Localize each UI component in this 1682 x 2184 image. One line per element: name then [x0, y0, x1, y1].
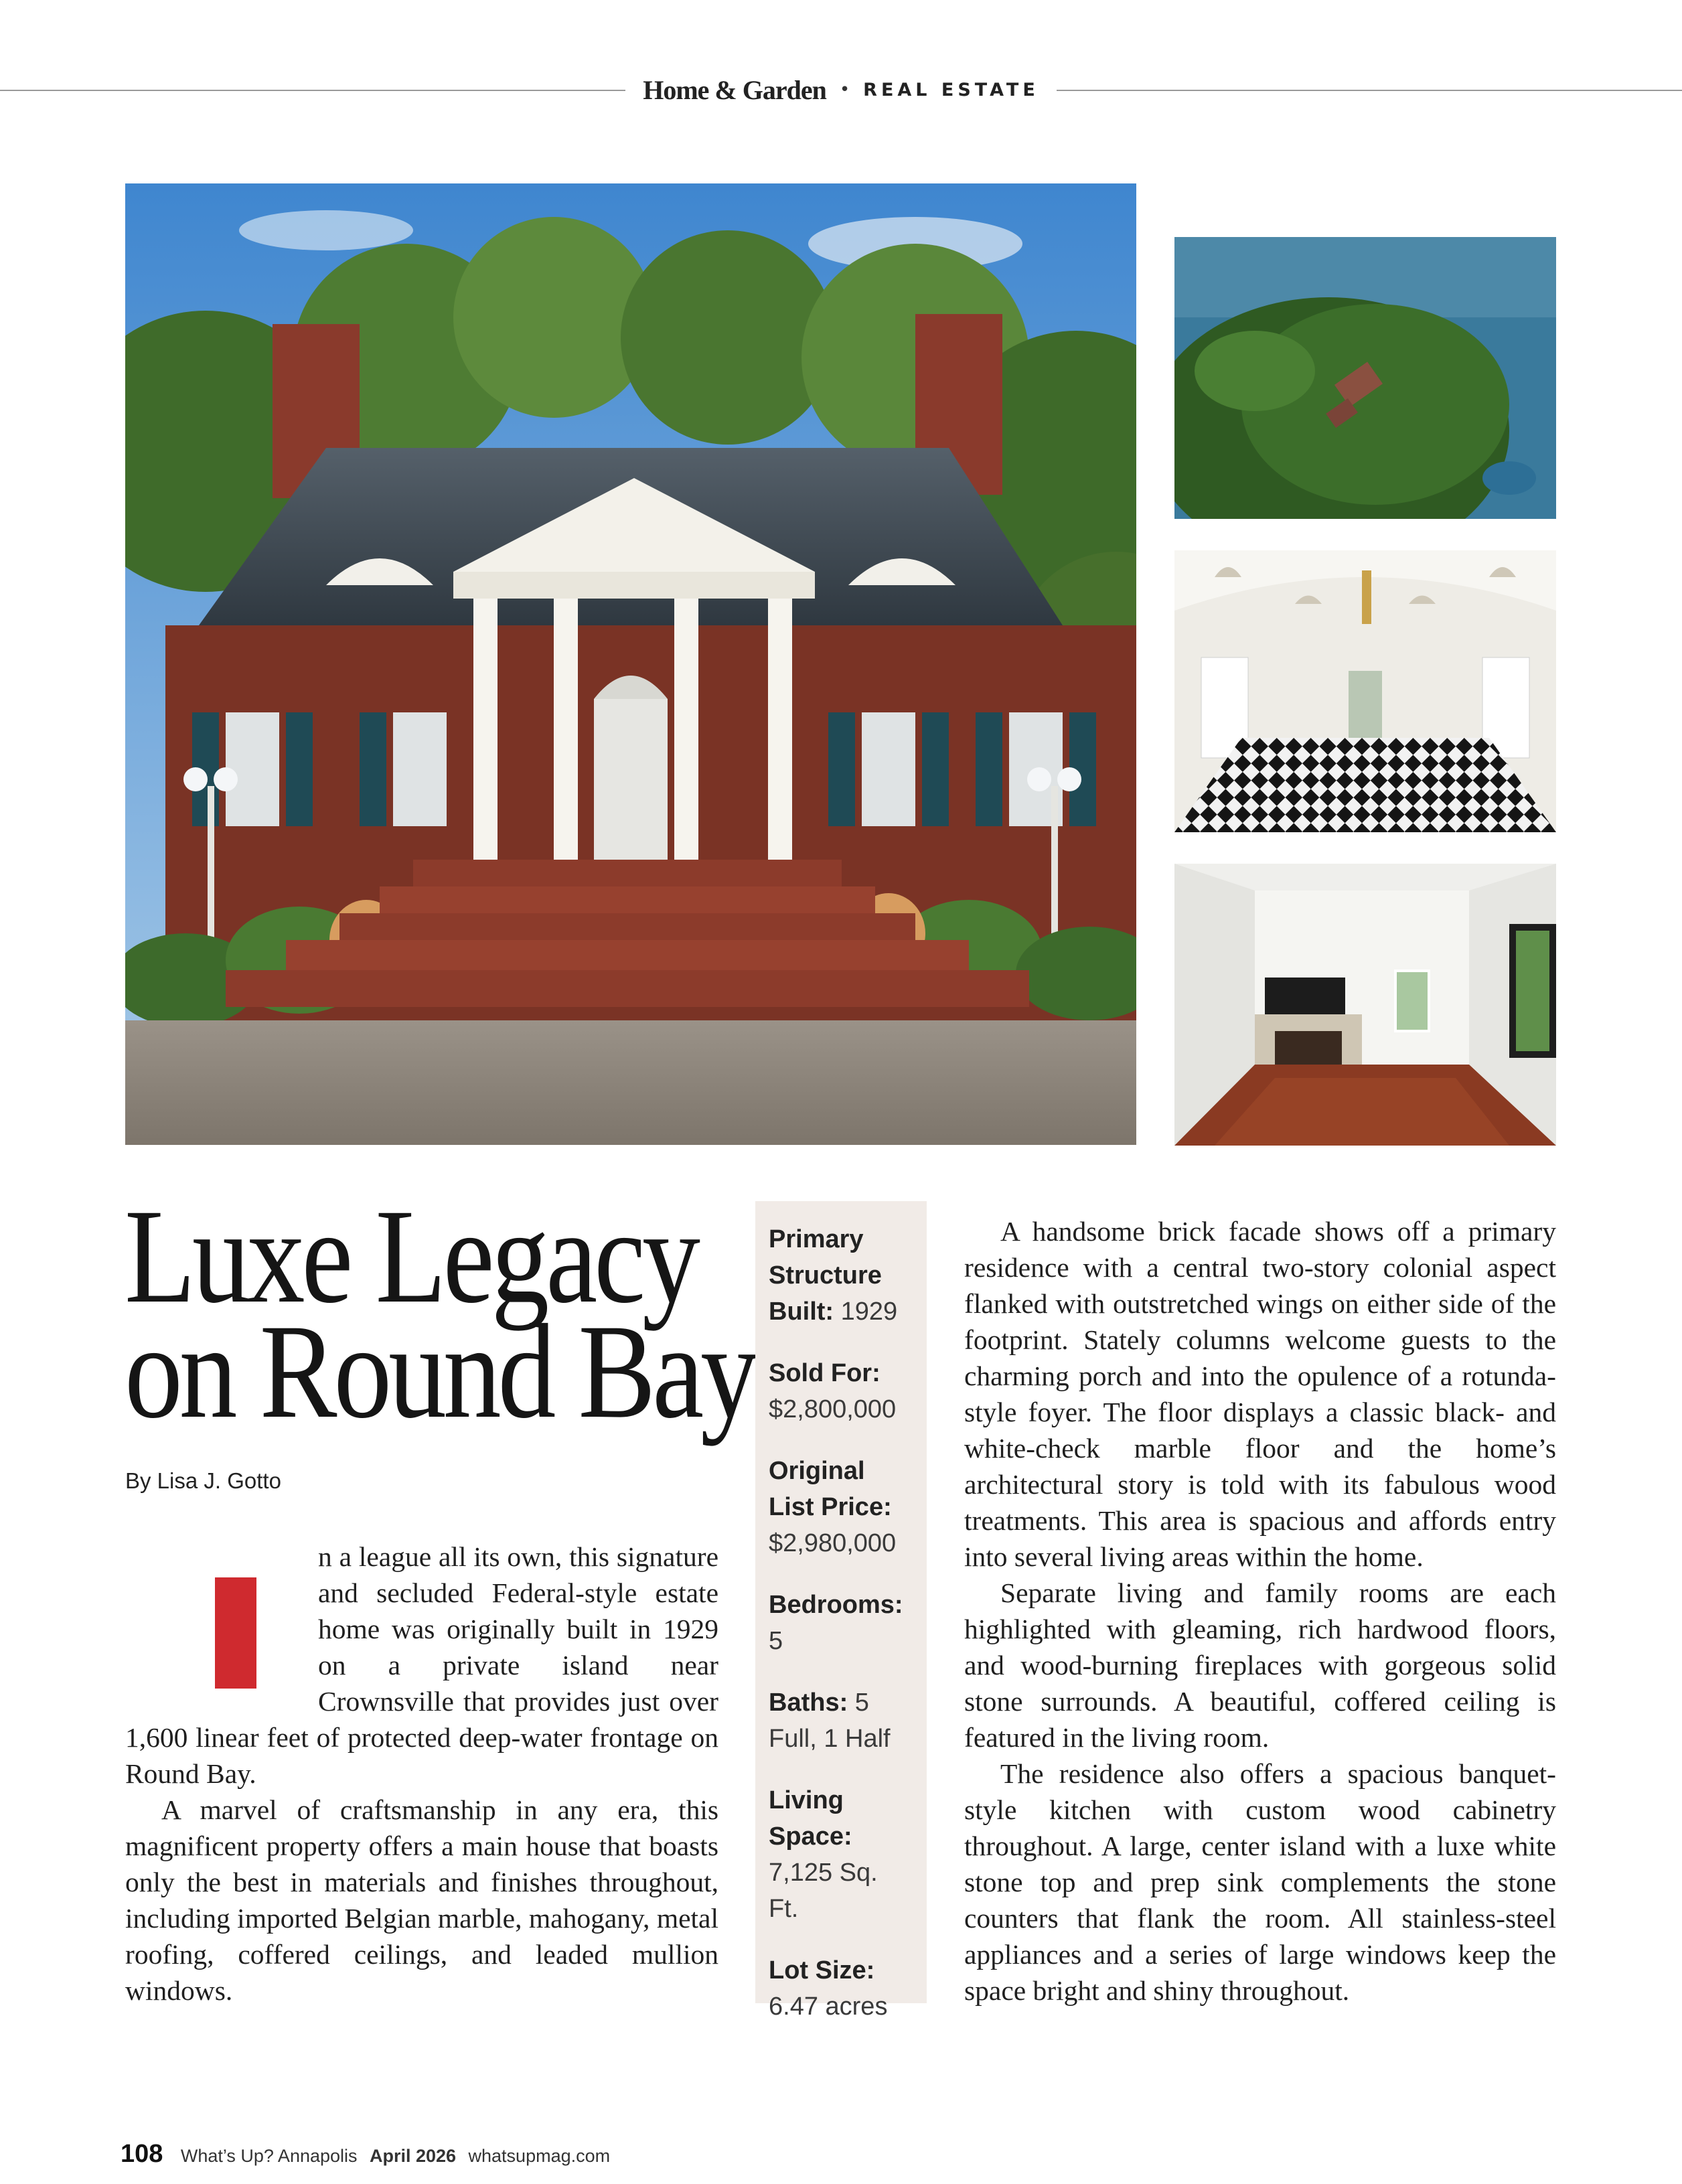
fact-label: Living Space:: [769, 1786, 852, 1851]
body-paragraph: The residence also offers a spacious banquet-style kitchen with custom wood cabinetry throughout. A large, center island with a luxe white stone top and prep sink complements the stone counters that flank the room. All stainless-steel appliances and a series of large windows keep the space bright and shiny throughout.: [964, 1758, 1556, 2006]
header-rule-left: [0, 90, 625, 91]
body-paragraph: n a league all its own, this signature and secluded Federal-style estate home was originally built in 1929 on a private island near Crownsville that provides just over 1,600 linear feet of protected deep-water frontage on Round Bay.: [125, 1541, 718, 1789]
fact-bedrooms: [769, 1587, 913, 1659]
title-line-2: on Round Bay: [125, 1296, 755, 1446]
body-paragraph: Separate living and family rooms are each highlighted with gleaming, rich hardwood floors, and wood-burning fireplaces with gorgeous solid stone surrounds. A beautiful, coffered ceiling is featured in the living room.: [964, 1577, 1556, 1753]
header-section: REAL ESTATE: [863, 79, 1039, 100]
aerial-island-photo: [1174, 237, 1556, 519]
header-brand: Home & Garden: [643, 74, 826, 105]
fact-label: Baths:: [769, 1689, 848, 1717]
fact-year-built: [769, 1221, 913, 1330]
section-header: [625, 70, 1057, 110]
header-separator: •: [839, 80, 850, 100]
website-link[interactable]: whatsupmag.com: [468, 2146, 611, 2166]
fact-value: 7,125 Sq. Ft.: [769, 1859, 878, 1923]
title-line-1: Luxe Legacy: [125, 1181, 697, 1331]
page-number: 108: [121, 2140, 163, 2168]
living-room-photo: [1174, 864, 1556, 1146]
body-paragraph: A marvel of craftsmanship in any era, this magnificent property offers a main house that boasts only the best in materials and finishes throughout, including imported Belgian marble, mahogany, metal roofing, coffered ceilings, and leaded mullion windows.: [125, 1794, 718, 2006]
fact-value: $2,800,000: [769, 1395, 897, 1423]
page-footer: [121, 2140, 619, 2169]
fact-label: Bedrooms:: [769, 1591, 903, 1619]
article-body-right: [964, 1213, 1556, 2009]
fact-label: Original List Price:: [769, 1457, 892, 1521]
header-rule-right: [1057, 90, 1682, 91]
foyer-photo: [1174, 550, 1556, 832]
fact-value: 6.47 acres: [769, 1993, 888, 2021]
main-estate-photo: [125, 183, 1136, 1145]
article-title: [125, 1181, 755, 1446]
fact-label: Lot Size:: [769, 1956, 875, 1984]
publication-name: What’s Up? Annapolis: [180, 2146, 358, 2166]
drop-cap-letter-i: [215, 1577, 256, 1689]
fact-label: Primary Structure Built:: [769, 1225, 882, 1326]
property-facts-box: [755, 1201, 927, 2021]
fact-value: 5: [769, 1627, 783, 1655]
body-paragraph: A handsome brick facade shows off a primary residence with a central two-story colonial aspect flanked with outstretched wings on either side of the footprint. Stately columns welcome guests to the charming porch and into the opulence of a rotunda-style foyer. The floor displays a classic black- and white-check marble floor and the home’s architectural story is told with its fabulous wood treatments. This area is spacious and affords entry into several living areas within the home.: [964, 1216, 1556, 1572]
issue-date: April 2026: [369, 2146, 457, 2166]
fact-list-price: [769, 1453, 913, 1561]
fact-value: 1929: [840, 1298, 898, 1326]
fact-living-space: [769, 1782, 913, 1927]
fact-lot-size: [769, 1952, 913, 2025]
fact-sold-price: [769, 1355, 913, 1427]
byline: By Lisa J. Gotto: [125, 1468, 281, 1493]
fact-baths: [769, 1685, 913, 1757]
fact-value: 5 Full, 1 Half: [769, 1689, 891, 1753]
fact-value: $2,980,000: [769, 1529, 897, 1557]
fact-label: Sold For:: [769, 1359, 881, 1387]
article-body-left: [125, 1539, 718, 2009]
